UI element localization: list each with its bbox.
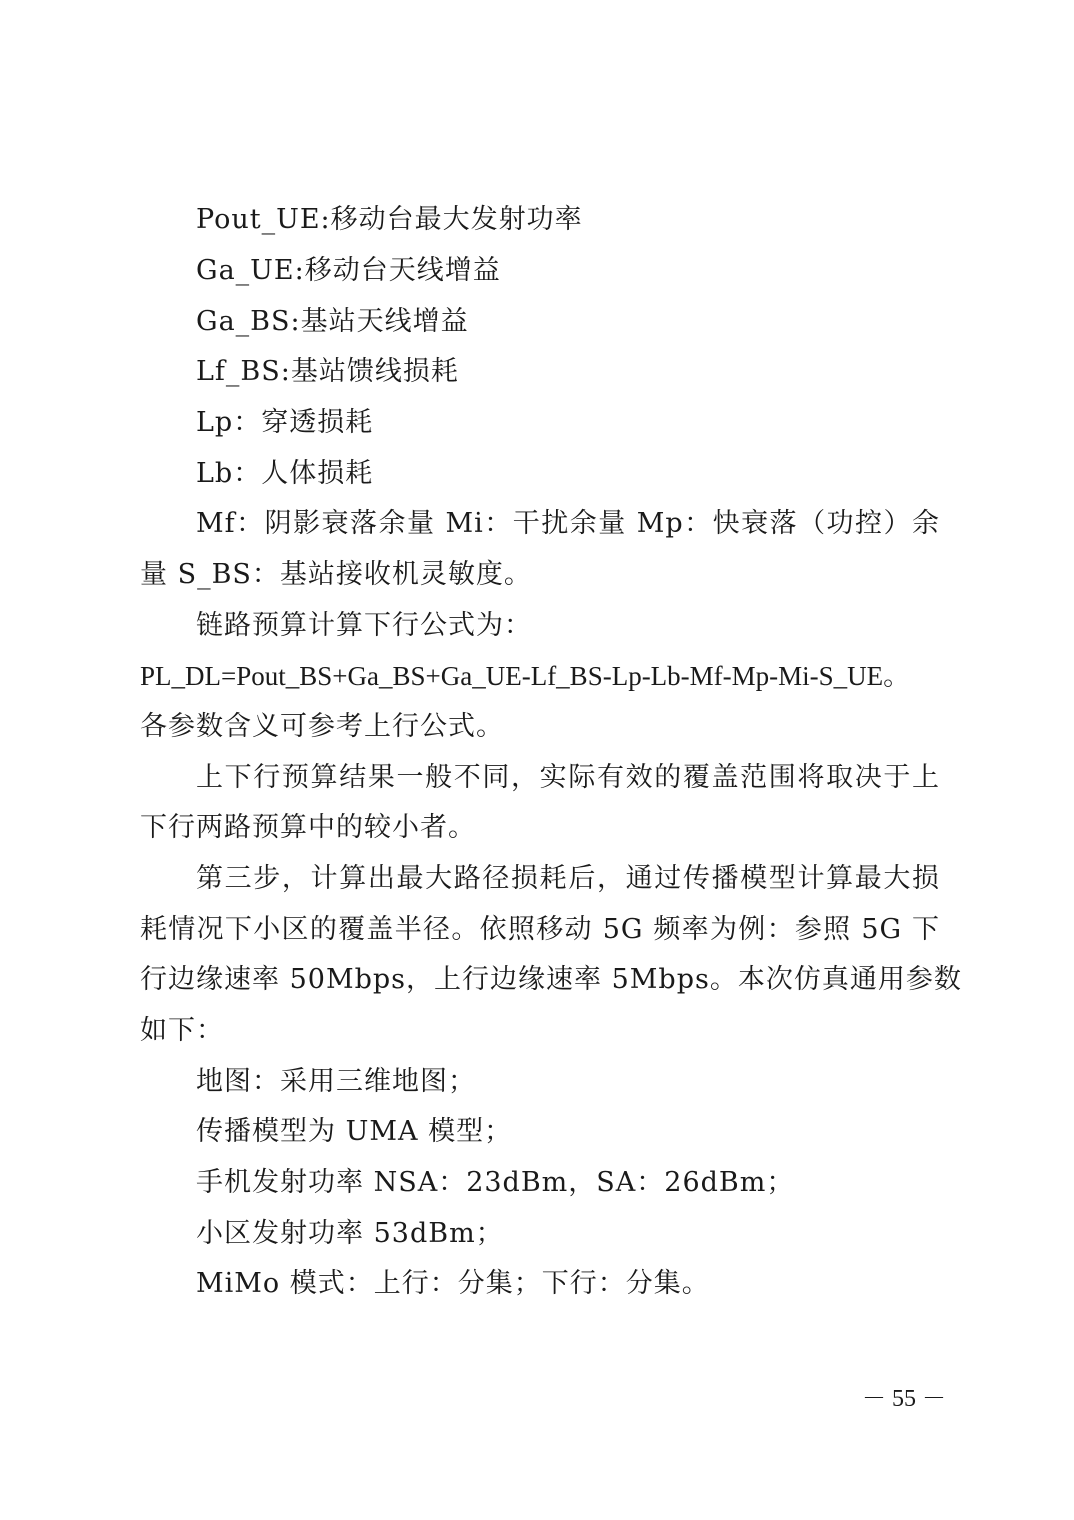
- paragraph-margins-line2: 量 S_BS：基站接收机灵敏度。: [140, 559, 532, 590]
- paragraph-step-three-line3: 行边缘速率 50Mbps，上行边缘速率 5Mbps。本次仿真通用参数: [140, 964, 962, 995]
- paragraph-parameter-reference: 各参数含义可参考上行公式。: [140, 711, 504, 742]
- paragraph-step-three-line4: 如下：: [140, 1015, 224, 1046]
- paragraph-mimo-mode: MiMo 模式：上行：分集；下行：分集。: [196, 1268, 710, 1299]
- paragraph-pout-ue: Pout_UE:移动台最大发射功率: [196, 204, 583, 235]
- paragraph-lb: Lb：人体损耗: [196, 458, 374, 489]
- paragraph-margins-line1: Mf：阴影衰落余量 Mi：干扰余量 Mp：快衰落（功控）余: [196, 508, 940, 539]
- downlink-formula: PL_DL=Pout_BS+Ga_BS+Ga_UE-Lf_BS-Lp-Lb-Mf-Mp-Mi-S_UE。: [140, 661, 911, 691]
- paragraph-propagation-model: 传播模型为 UMA 模型；: [196, 1116, 513, 1147]
- paragraph-step-three-line1: 第三步，计算出最大路径损耗后，通过传播模型计算最大损: [196, 863, 940, 894]
- paragraph-budget-result-line2: 下行两路预算中的较小者。: [140, 812, 476, 843]
- paragraph-downlink-intro: 链路预算计算下行公式为：: [196, 610, 532, 641]
- paragraph-ga-ue: Ga_UE:移动台天线增益: [196, 255, 501, 286]
- paragraph-ue-transmit-power: 手机发射功率 NSA：23dBm，SA：26dBm；: [196, 1167, 795, 1198]
- page-number: － 55 －: [862, 1386, 946, 1412]
- paragraph-budget-result-line1: 上下行预算结果一般不同，实际有效的覆盖范围将取决于上: [196, 762, 940, 793]
- paragraph-step-three-line2: 耗情况下小区的覆盖半径。依照移动 5G 频率为例：参照 5G 下: [140, 914, 940, 945]
- paragraph-lp: Lp：穿透损耗: [196, 407, 374, 438]
- paragraph-cell-transmit-power: 小区发射功率 53dBm；: [196, 1218, 504, 1249]
- paragraph-lf-bs: Lf_BS:基站馈线损耗: [196, 356, 459, 387]
- paragraph-ga-bs: Ga_BS:基站天线增益: [196, 306, 469, 337]
- paragraph-map: 地图：采用三维地图；: [196, 1066, 476, 1097]
